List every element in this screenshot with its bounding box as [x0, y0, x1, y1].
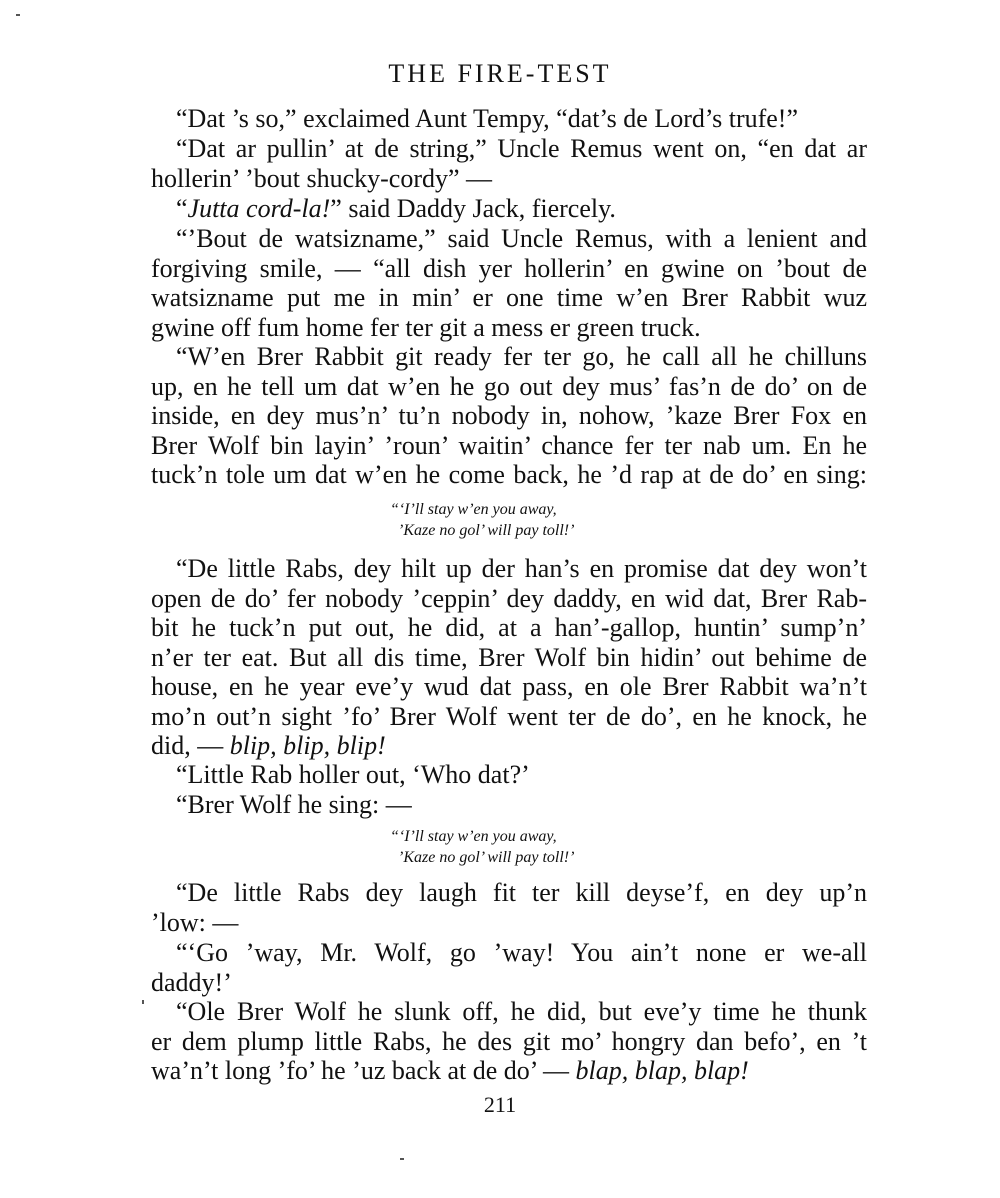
- text-line: mo’n out’n sight ’fo’ Brer Wolf went ter de do’, en he knock, he: [151, 701, 867, 731]
- verse-line: ’Kaze no gol’ will pay toll!’: [398, 522, 575, 539]
- text-line: “Jutta cord-la!” said Daddy Jack, fiercely.: [176, 194, 616, 223]
- text-line: did, — blip, blip, blip!: [151, 731, 386, 760]
- paragraph-daddy-jack: [151, 194, 867, 224]
- text-line: “Dat ar pullin’ at de string,” Uncle Remus went on, “en dat ar: [176, 134, 867, 163]
- text-line: Brer Wolf bin layin’ ’roun’ waitin’ chance fer ter nab um. En he: [151, 430, 867, 460]
- text-line: up, en he tell um dat w’en he go out dey mus’ fas’n de do’ on de: [151, 371, 867, 401]
- paragraph-brer-wolf-sing: [151, 790, 867, 820]
- paragraph-watsizname: [151, 224, 867, 342]
- scan-speck: [400, 1158, 404, 1160]
- text-line: “De little Rabs dey laugh fit ter kill deyse’f, en dey up’n: [176, 878, 867, 907]
- paragraph-little-rabs-promise: [151, 554, 867, 761]
- paragraph-brer-rabbit-ready: [151, 342, 867, 490]
- paragraph-go-way: [151, 938, 867, 997]
- text-line: n’er ter eat. But all dis time, Brer Wolf bin hidin’ out behime de: [151, 642, 867, 672]
- paragraph-pullin-string: [151, 134, 867, 193]
- verse-line: “‘I’ll stay w’en you away,: [390, 828, 557, 845]
- text-line: forgiving smile, — “all dish yer hollerin’ en gwine on ’bout de: [151, 253, 867, 283]
- text-line: bit he tuck’n put out, he did, at a han’-gallop, huntin’ sump’n’: [151, 613, 867, 642]
- paragraph-rabs-laugh: [151, 878, 867, 937]
- scan-speck: [16, 14, 20, 16]
- text-line: gwine off fum home fer ter git a mess er green truck.: [151, 312, 701, 342]
- verse-line: ’Kaze no gol’ will pay toll!’: [398, 849, 575, 866]
- text-line: er dem plump little Rabs, he des git mo’ hongry dan befo’, en ’t: [151, 1026, 867, 1056]
- verse-song-first: [390, 499, 574, 541]
- italic-sound: blap, blap, blap!: [575, 1056, 749, 1085]
- text-line: inside, en dey mus’n’ tu’n nobody in, nohow, ’kaze Brer Fox en: [151, 401, 867, 430]
- text-line: “‘Go ’way, Mr. Wolf, go ’way! You ain’t none er we-all: [176, 938, 867, 967]
- text-line: “Dat ’s so,” exclaimed Aunt Tempy, “dat’s de Lord’s trufe!”: [176, 104, 798, 133]
- text-line: tuck’n tole um dat w’en he come back, he ’d rap at de do’ en sing:: [151, 460, 867, 489]
- text-line: watsizname put me in min’ er one time w’en Brer Rabbit wuz: [151, 283, 867, 312]
- page-number: 211: [483, 1092, 517, 1117]
- paragraph-little-rab-holler: [151, 760, 867, 790]
- text-line: open de do’ fer nobody ’ceppin’ dey daddy, en wid dat, Brer Rab-: [151, 583, 867, 613]
- italic-sound: blip, blip, blip!: [229, 731, 386, 760]
- italic-exclamation: Jutta cord-la!: [187, 194, 331, 223]
- text-line: ’low: —: [151, 907, 239, 937]
- verse-song-second: [390, 826, 574, 868]
- paragraph-wolf-slunk-off: [151, 997, 867, 1086]
- text-line: “Ole Brer Wolf he slunk off, he did, but eve’y time he thunk: [176, 997, 867, 1026]
- text-line: wa’n’t long ’fo’ he ’uz back at de do’ — blap, blap, blap!: [151, 1056, 749, 1085]
- text-line: hollerin’ ’bout shucky-cordy” —: [151, 163, 493, 193]
- text-line: “De little Rabs, dey hilt up der han’s en promise dat dey won’t: [176, 554, 867, 583]
- text-line: daddy!’: [151, 967, 232, 997]
- text-line: “Little Rab holler out, ‘Who dat?’: [176, 760, 530, 789]
- text-line: house, en he year eve’y wud dat pass, en ole Brer Rabbit wa’n’t: [151, 672, 867, 701]
- running-title: THE FIRE-TEST: [388, 59, 612, 88]
- scan-speck: [142, 1000, 144, 1004]
- paragraph-aunt-tempy: [151, 104, 867, 134]
- text-line: “W’en Brer Rabbit git ready fer ter go, he call all he chilluns: [176, 342, 867, 371]
- verse-line: “‘I’ll stay w’en you away,: [390, 501, 557, 518]
- text-line: “Brer Wolf he sing: —: [176, 790, 412, 819]
- text-line: “’Bout de watsizname,” said Uncle Remus, with a lenient and: [176, 224, 867, 253]
